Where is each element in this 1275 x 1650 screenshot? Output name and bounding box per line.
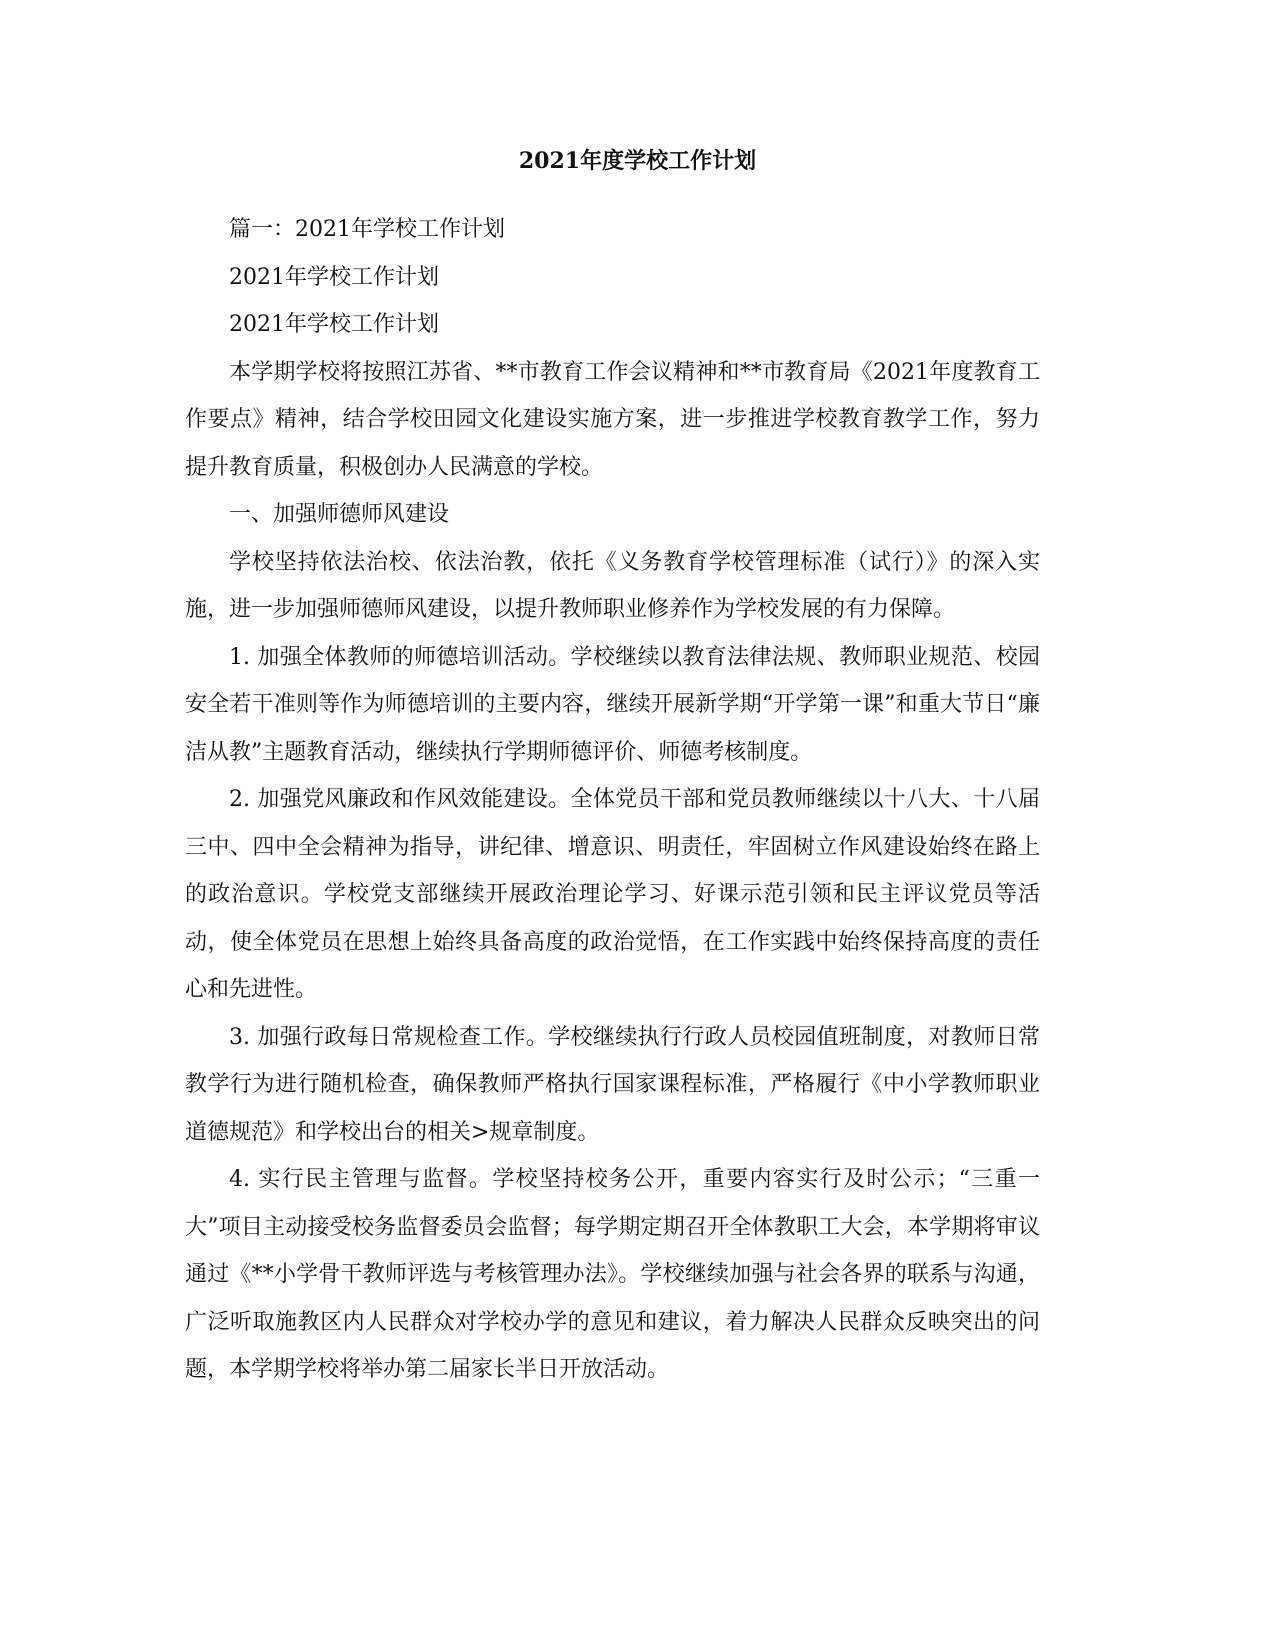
item-2-paragraph: 2. 加强党风廉政和作风效能建设。全体党员干部和党员教师继续以十八大、十八届三中、四中全会精神为指导，讲纪律、增意识、明责任，牢固树立作风建设始终在路上的政治意识。学校党支部继续开展政治理论学习、好课示范引领和民主评议党员等活动，使全体党员在思想上始终具备高度的政治觉悟，在工作实践中始终保持高度的责任心和先进性。 xyxy=(185,787,1040,1002)
document-title: 2021年度学校工作计划 xyxy=(518,148,757,174)
item-1-paragraph: 1. 加强全体教师的师德培训活动。学校继续以教育法律法规、教师职业规范、校园安全若干准则等作为师德培训的主要内容，继续开展新学期“开学第一课”和重大节日“廉洁从教”主题教育活动，继续执行学期师德评价、师德考核制度。 xyxy=(185,644,1040,765)
plan-subtitle: 2021年学校工作计划 xyxy=(229,264,439,290)
item-4-paragraph: 4. 实行民主管理与监督。学校坚持校务公开，重要内容实行及时公示；“三重一大”项目主动接受校务监督委员会监督；每学期定期召开全体教职工大会，本学期将审议通过《**小学骨干教师评选与考核管理办法》。学校继续加强与社会各界的联系与沟通，广泛听取施教区内人民群众对学校办学的意见和建议，着力解决人民群众反映突出的问题，本学期学校将举办第二届家长半日开放活动。 xyxy=(185,1167,1040,1382)
plan-subtitle-repeat: 2021年学校工作计划 xyxy=(229,312,439,337)
item-3-paragraph: 3. 加强行政每日常规检查工作。学校继续执行行政人员校园值班制度，对教师日常教学行为进行随机检查，确保教师严格执行国家课程标准，严格履行《中小学教师职业道德规范》和学校出台的相关>规章制度。 xyxy=(185,1024,1040,1145)
document-body xyxy=(185,206,1040,1394)
section-heading-teacher-ethics: 一、加强师德师风建设 xyxy=(229,502,450,527)
intro-paragraph: 本学期学校将按照江苏省、**市教育工作会议精神和**市教育局《2021年度教育工作要点》精神，结合学校田园文化建设实施方案，进一步推进学校教育教学工作，努力提升教育质量，积极创办人民满意的学校。 xyxy=(185,359,1040,480)
section-heading-part-one: 篇一：2021年学校工作计划 xyxy=(229,217,505,242)
teacher-ethics-paragraph: 学校坚持依法治校、依法治教，依托《义务教育学校管理标准（试行）》的深入实施，进一步加强师德师风建设，以提升教师职业修养作为学校发展的有力保障。 xyxy=(185,549,1040,622)
